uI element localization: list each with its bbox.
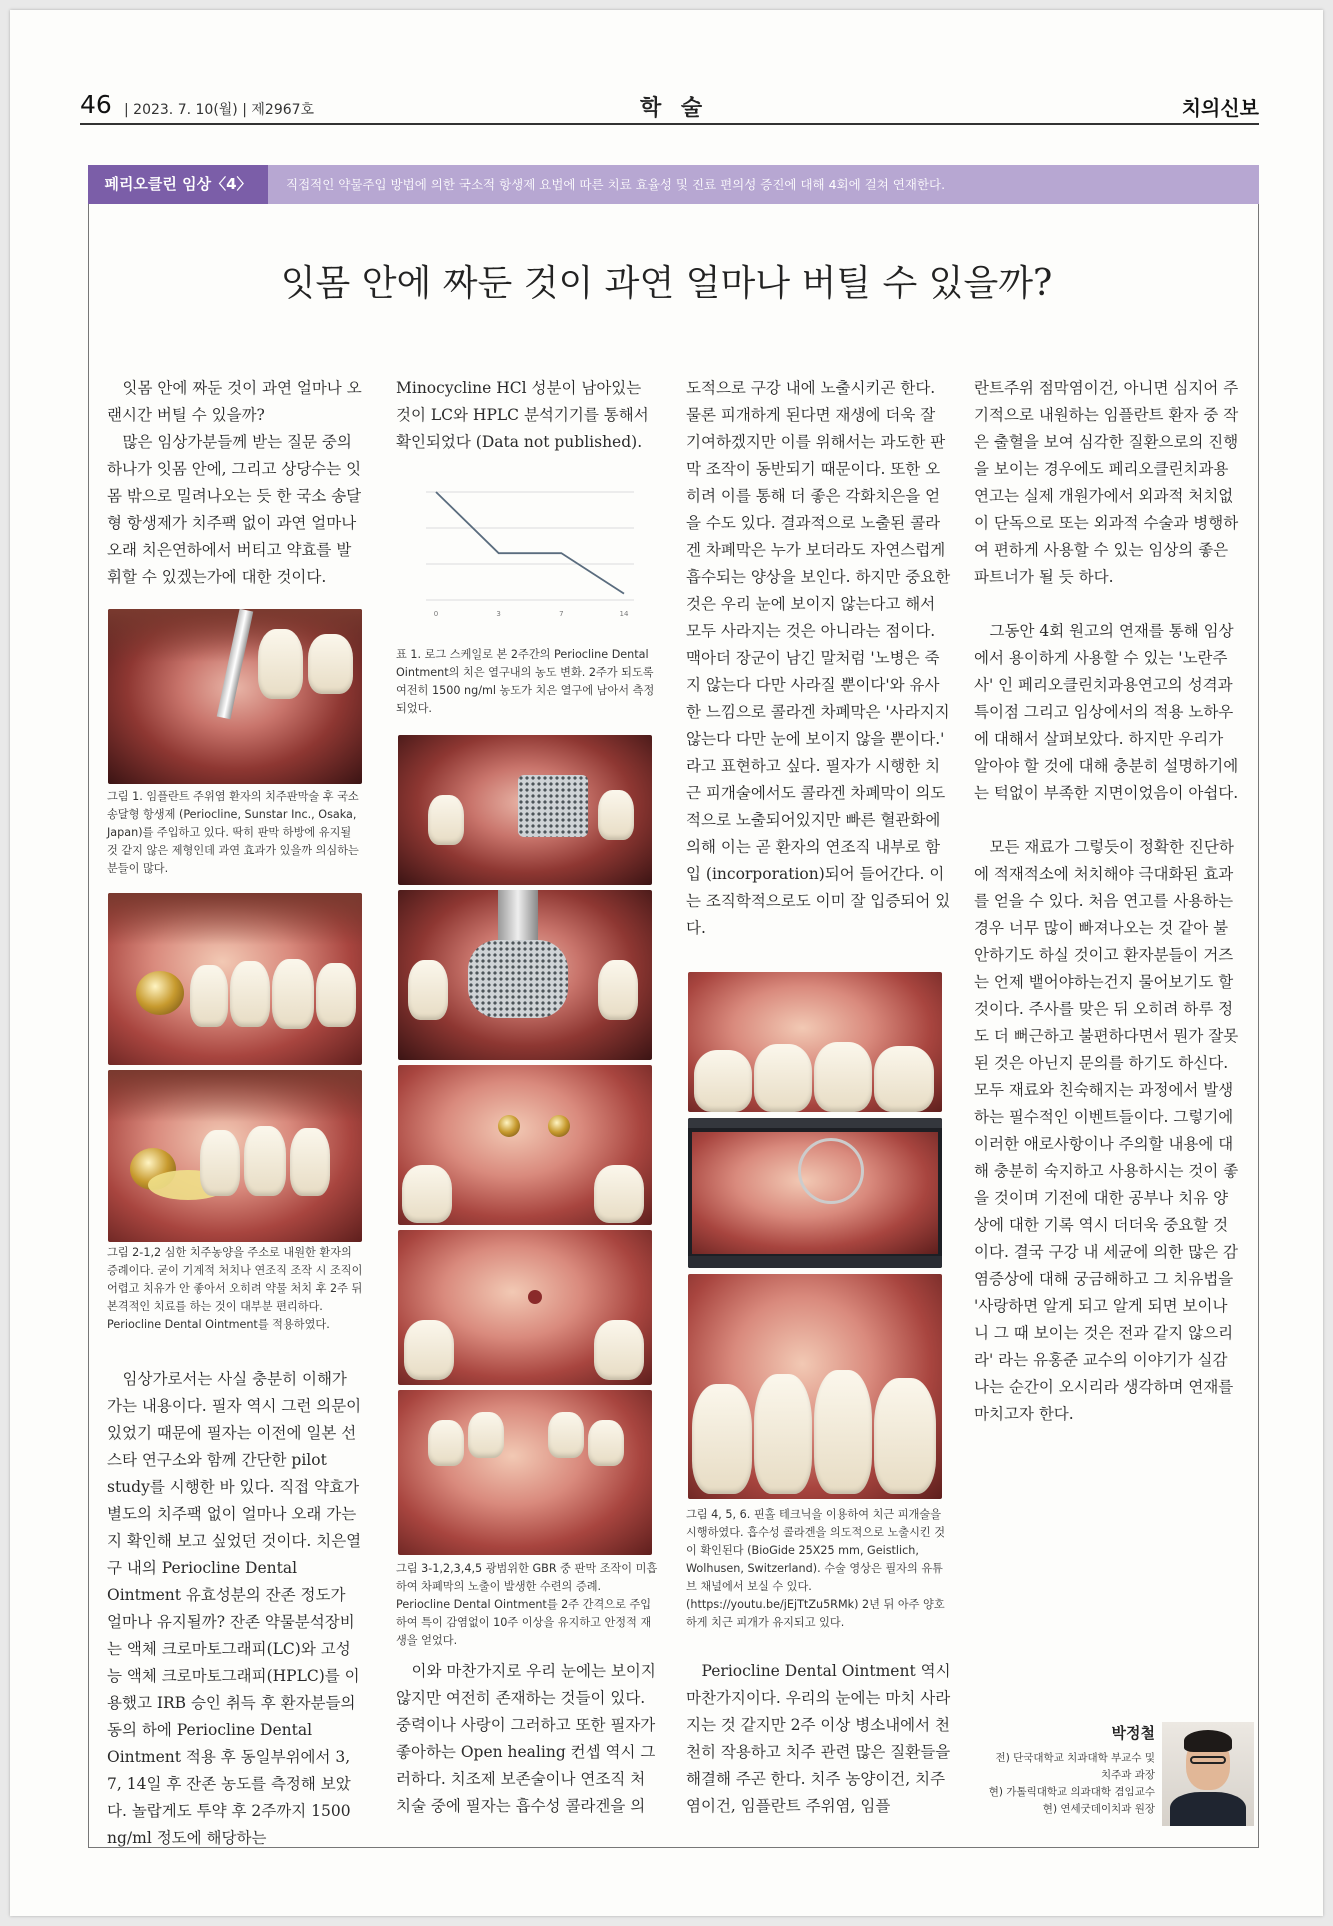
chart-x-ticks: [434, 610, 629, 618]
newspaper-brand: 치의신보: [1181, 96, 1259, 120]
figure-2-caption-box: [107, 1244, 365, 1334]
table-caption: 표 1. 로그 스케일로 본 2주간의 Periocline Dental Ointment의 치은 열구내의 농도 변화. 2주가 되도록 여전히 1500 ng/ml 농도가 치은 열구에 남아서 측정되었다.: [396, 648, 655, 715]
paragraph: 많은 임상가분들께 받는 질문 중의 하나가 잇몸 안에, 그리고 상당수는 잇몸 밖으로 밀려나오는 듯 한 국소 송달형 항생제가 치주팩 없이 과연 얼마나 오래 치은연하에서 버티고 약효를 발휘할 수 있겠는가에 대한 것이다.: [107, 433, 362, 586]
paragraph: 그동안 4회 원고의 연재를 통해 임상에서 용이하게 사용할 수 있는 '노란주사' 인 페리오클린치과용연고의 성격과 특이점 그리고 임상에서의 적용 노하우에 대해서 살펴보았다. 하지만 우리가 알아야 할 것에 대해 충분히 설명하기에는 턱없이 부족한 지면이었음이 아쉽다.: [974, 622, 1239, 802]
figure-caption: 그림 1. 임플란트 주위염 환자의 치주판막술 후 국소 송달형 항생제 (Periocline, Sunstar Inc., Osaka, Japan)를 주입하고 있다. 딱히 판막 하방에 유지될 것 같지 않은 제형인데 과연 효과가 있을까 의심하는 분들이 많다.: [107, 790, 359, 875]
column-3: [686, 375, 952, 942]
column-3-continued: [686, 1658, 952, 1820]
paragraph: 잇몸 안에 짜둔 것이 과연 얼마나 오랜시간 버틸 수 있을까?: [107, 379, 362, 424]
figure-3-4-photo: [398, 1230, 652, 1385]
series-description: 직접적인 약물주입 방법에 의한 국소적 항생제 요법에 따른 치료 효율성 및 진료 편의성 증진에 대해 4회에 걸쳐 연재한다.: [286, 177, 946, 192]
author-photo: [1162, 1722, 1254, 1826]
figure-1-caption-box: [107, 788, 365, 878]
figure-caption: 그림 4, 5, 6. 핀홀 테크닉을 이용하여 치근 피개술을 시행하였다. 흡수성 콜라겐을 의도적으로 노출시킨 것이 확인된다 (BioGide 25X25 mm, Geistlich, Wolhusen, Switzerland). 수술 영상은 필자의 유튜브 채널에서 보실 수 있다. (https://youtu.be/jEjTtZu5RMk) 2년 뒤 아주 양호하게 치근 피개가 유지되고 있다.: [686, 1508, 946, 1629]
issue-date: | 2023. 7. 10(월) | 제2967호: [124, 102, 315, 118]
section-name: 학 술: [640, 96, 709, 121]
paragraph: 란트주위 점막염이건, 아니면 심지어 주기적으로 내원하는 임플란트 환자 중 작은 출혈을 보여 심각한 질환으로의 진행을 보이는 경우에도 페리오클린치과용연고는 실제 개원가에서 외과적 처치없이 단독으로 또는 외과적 수술과 병행하여 편하게 사용할 수 있는 임상의 좋은 파트너가 될 듯 하다.: [974, 379, 1239, 586]
chart-x-tick-label: 3: [496, 610, 501, 618]
author-name: 박정철: [1111, 1724, 1155, 1742]
figure-4-6-caption-box: [686, 1506, 952, 1632]
chart-x-tick-label: 7: [559, 610, 564, 618]
paragraph: 임상가로서는 사실 충분히 이해가 가는 내용이다. 필자 역시 그런 의문이 있었기 때문에 필자는 이전에 일본 선스타 연구소와 함께 간단한 pilot study를 시행한 바 있다. 직접 약효가 별도의 치주팩 없이 얼마나 오래 가는지 확인해 보고 싶었던 것이다. 치은열구 내의 Periocline Dental Ointment 유효성분의 잔존 정도가 얼마나 유지될까? 잔존 약물분석장비는 액체 크로마토그래피(LC)와 고성능 액체 크로마토그래피(HPLC)를 이용했고 IRB 승인 취득 후 환자분들의 동의 하에 Periocline Dental Ointment 적용 후 동일부위에서 3, 7, 14일 후 잔존 농도를 측정해 보았다. 놀랍게도 투약 후 2주까지 1500 ng/ml 정도에 해당하는: [107, 1370, 362, 1847]
concentration-chart: [398, 478, 654, 623]
author-line: 전) 단국대학교 치과대학 부교수 및: [995, 1752, 1155, 1764]
chart-x-tick-label: 0: [433, 610, 439, 618]
paragraph: Periocline Dental Ointment 역시 마찬가지이다. 우리의 눈에는 마치 사라지는 것 같지만 2주 이상 병소내에서 천천히 작용하고 치주 관련 많은 질환들을 해결해 주곤 한다. 치주 농양이건, 치주염이건, 임플란트 주위염, 임플: [686, 1662, 951, 1815]
figure-3-2-photo: [398, 890, 652, 1060]
figure-1-photo: [108, 609, 362, 784]
figure-6-photo: [688, 1274, 942, 1499]
figure-4-photo: [688, 972, 942, 1112]
column-4: [974, 375, 1242, 1428]
figure-2-1-photo: [108, 893, 362, 1065]
column-2-continued: [396, 1658, 658, 1820]
column-1: [107, 375, 365, 591]
page-header: [80, 90, 1259, 126]
paragraph: 모든 재료가 그렇듯이 정확한 진단하에 적재적소에 처치해야 극대화된 효과를 얻을 수 있다. 처음 연고를 사용하는 경우 너무 많이 빠져나오는 것 같아 불안하기도 하실 것이고 환자분들이 거즈는 언제 뱉어야하는건지 물어보기도 할 것이다. 주사를 맞은 뒤 오히려 하루 정도 더 뻐근하고 불편하다면서 뭔가 잘못된 것은 아닌지 문의를 하기도 하신다. 모두 재료와 친숙해지는 과정에서 발생하는 필수적인 이벤트들이다. 그렇기에 이러한 애로사항이나 주의할 내용에 대해 충분히 숙지하고 사용하시는 것이 좋을 것이며 기전에 대한 공부나 치유 양상에 대한 기록 역시 더더욱 중요할 것이다. 결국 구강 내 세균에 의한 많은 감염증상에 대해 궁금해하고 그 치유법을 '사랑하면 알게 되고 알게 되면 보이나니 그 때 보이는 것은 전과 같지 않으리라' 라는 유홍준 교수의 이야기가 실감나는 순간이 오시리라 생각하며 연재를 마치고자 한다.: [974, 838, 1239, 1423]
column-2: [396, 375, 658, 456]
figure-3-1-photo: [398, 735, 652, 885]
figure-3-caption-box: [396, 1560, 658, 1650]
author-line: 현) 가톨릭대학교 의과대학 겸임교수: [988, 1786, 1155, 1798]
author-affiliations: [989, 1750, 1155, 1818]
figure-2-2-photo: [108, 1070, 362, 1242]
chart-gridlines: [426, 492, 634, 600]
figure-3-5-photo: [398, 1390, 652, 1555]
article-title: 잇몸 안에 짜둔 것이 과연 얼마나 버틸 수 있을까?: [280, 263, 1053, 304]
chart-x-tick-label: 14: [619, 610, 629, 618]
figure-3-3-photo: [398, 1065, 652, 1225]
column-1-continued: [107, 1366, 365, 1852]
header-rule: [80, 123, 1259, 125]
page-number: 46: [80, 90, 112, 119]
paragraph: 이와 마찬가지로 우리 눈에는 보이지 않지만 여전히 존재하는 것들이 있다. 중력이나 사랑이 그러하고 또한 필자가 좋아하는 Open healing 컨셉 역시 그러하다. 치조제 보존술이나 연조직 처치술 중에 필자는 흡수성 콜라겐을 의: [396, 1662, 656, 1815]
author-line: 치주과 과장: [1100, 1769, 1155, 1781]
figure-caption: 그림 2-1,2 심한 치주농양을 주소로 내원한 환자의 증례이다. 굳이 기계적 처치나 연조직 조작 시 조직이 어렵고 치유가 안 좋아서 오히려 약물 처치 후 2주 뒤 본격적인 치료를 하는 것이 대부분 편리하다. Periocline Dental Ointment를 적용하였다.: [107, 1246, 363, 1331]
paragraph: 도적으로 구강 내에 노출시키곤 한다. 물론 피개하게 된다면 재생에 더욱 잘 기여하겠지만 이를 위해서는 과도한 판막 조작이 동반되기 때문이다. 또한 오히려 이를 통해 더 좋은 각화치은을 얻을 수도 있다. 결과적으로 노출된 콜라겐 차폐막은 누가 보더라도 자연스럽게 흡수되는 양상을 보인다. 하지만 중요한 것은 우리 눈에 보이지 않는다고 해서 모두 사라지는 것은 아니라는 점이다. 맥아더 장군이 남긴 말처럼 '노병은 죽지 않는다 다만 사라질 뿐이다'와 유사한 느낌으로 콜라겐 차폐막은 '사라지지 않는다 다만 눈에 보이지 않을 뿐이다.' 라고 표현하고 싶다. 필자가 시행한 치근 피개술에서도 콜라겐 차폐막이 의도적으로 노출되어있지만 빠른 혈관화에 의해 이는 곧 환자의 연조직 내부로 함입 (incorporation)되어 들어간다. 이는 조직학적으로도 이미 잘 입증되어 있다.: [686, 379, 951, 937]
table-1-caption-box: [396, 646, 658, 718]
series-tag: 페리오클린 임상〈4〉: [88, 165, 268, 204]
paragraph: Minocycline HCl 성분이 남아있는 것이 LC와 HPLC 분석기기를 통해서 확인되었다 (Data not published).: [396, 379, 649, 451]
series-banner: [88, 165, 1259, 204]
chart-series-line: [436, 492, 624, 594]
figure-5-video-frame: [688, 1118, 942, 1268]
figure-caption: 그림 3-1,2,3,4,5 광범위한 GBR 중 판막 조작이 미흡하여 차폐막의 노출이 발생한 수련의 증례. Periocline Dental Ointment를 2주 간격으로 주입하여 특이 감염없이 10주 이상을 유지하고 안정적 재생을 얻었다.: [396, 1562, 658, 1647]
author-line: 현) 연세굿데이치과 원장: [1042, 1803, 1155, 1815]
